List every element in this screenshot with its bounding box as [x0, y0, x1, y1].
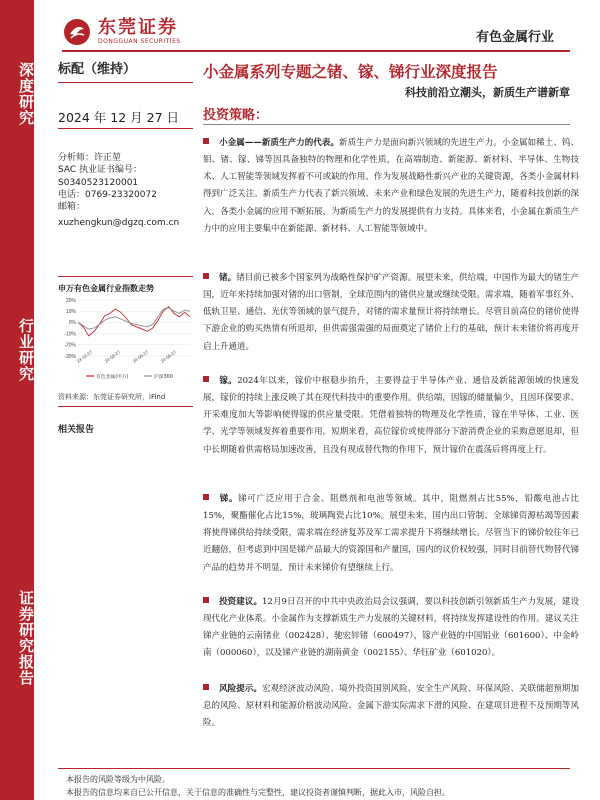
left-divider [58, 276, 193, 277]
chart-y-tick-label: 20% [65, 297, 76, 304]
email-label: 邮箱： [58, 202, 86, 213]
left-divider [58, 406, 193, 407]
footer-risk-level: 本报告的风险等级为中风险。 [66, 775, 170, 784]
report-title: 小金属系列专题之锗、镓、锑行业深度报告 [203, 63, 498, 81]
paragraph-text: 锗目前已被多个国家列为战略性保护矿产资源。展望未来，供给端，中国作为最大的锗生产国，近年来持续加强对锗的出口管制，全球范围内的锗供应量或继续受限。需求端，随着军事红外、低轨卫星、通信、光伏等领域的景气提升，对锗的需求量预计将持续增长。尽管目前高位的锗价使得下游企业的购买热情有所退却，但供需强需强的局面奠定了锗价上行的基础，预计未来锗价将再度开启上升通道。 [203, 273, 579, 352]
paragraph-minor-metals [203, 135, 579, 238]
analyst-name: 分析师：许正堃 [58, 153, 122, 163]
paragraph-text: 锑可广泛应用于合金、阻燃剂和电池等领域。其中，阻燃剂占比55%，铅酸电池占比15%，聚酯催化占比15%，玻璃陶瓷占比10%。展望未来，国内出口管制、全球锑资源枯竭等因素将使得锑供给持续受限，需求端在经济复苏及军工需求提升下将继续增长。尽管当下的锑价较往年已近翻倍，但考虑到中国是锑产品最大的资源国和产量国，国内的议价权较强，同时目前替代物替代锑产品的趋势并不明显，预计未来锑价有望继续上行。 [203, 494, 579, 573]
side-label-securities-report: 证券研究报告 [17, 590, 35, 686]
paragraph-lead: 风险提示。 [219, 684, 262, 694]
footer-disclaimer: 本报告的信息均来自已公开信息，关于信息的准确性与完整性，建议投资者谨慎判断，据此入市，风险自担。 [66, 788, 450, 797]
report-subtitle: 科技前沿立潮头，新质生产谱新章 [405, 86, 570, 99]
logo-name-en: DONGGUAN SECURITIES [98, 38, 181, 45]
sac-number: S0340523120001 [58, 177, 139, 188]
chart-x-tick-label: 23-12-27 [75, 349, 94, 364]
paragraph-text: 宏观经济波动风险、境外投资国别风险、安全生产风险、环保风险、关联储超预期加息的风险、原材料和能源价格波动风险、金属下游实际需求下滑的风险、在建项目进程不及预期等风险。 [203, 684, 579, 729]
chart-title: 申万有色金属行业指数走势 [58, 284, 154, 293]
section-heading: 投资策略： [203, 108, 269, 123]
paragraph-text: 2024年以来，镓价中枢稳步抬升，主要得益于半导体产业、通信及新能源领域的快速发展，镓价的持续上涨反映了其在现代科技中的重要作用。供给端，因镓的储量偏少，且因环保要求、开采难度加大等影响使得镓的供应量受限。凭借着独特的物理及化学性质，镓在半导体、工业、医学、光学等领域发挥着重要作用。短期来看，高位镓价或使得部分下游消费企业的采购意愿退却，但中长期随着供需格局加速改善，且没有现成替代物的作用下，预计镓价在震荡后将再度上行。 [203, 376, 579, 455]
chart-legend-label: 沪深300 [154, 375, 173, 380]
rating: 标配（维持） [58, 62, 137, 77]
bullet-icon [203, 376, 209, 382]
bullet-icon [203, 138, 209, 144]
paragraph-text: 新质生产力是面向新兴领域的先进生产力。小金属如稀土、钨、钼、锗、镓、锑等因具备独特的物理和化学性质，在高端制造、新能源、新材料、半导体、生物技术、人工智能等领域发挥着不可或缺的作用。作为发展战略性新兴产业的关键资源，各类小金属材料得到广泛关注。新质生产力代表了新兴领域、未来产业和绿色发展的先进生产力，随着科技创新的深入，各类小金属的应用不断拓展，为新质生产力的发展提供有力支持。具体来看，小金属在新质生产力中的应用主要集中在新能源、新材料、人工智能等领域中。 [203, 138, 579, 234]
paragraph-lead: 镓。 [219, 376, 238, 386]
chart-source: 资料来源：东莞证券研究所，iFind [58, 393, 166, 401]
chart-x-tick-label: 24-09-27 [159, 349, 178, 364]
company-logo [62, 14, 192, 50]
section-divider [203, 124, 570, 125]
bullet-icon [203, 494, 209, 500]
logo-name-cn: 东莞证券 [98, 17, 178, 38]
paragraph-germanium [203, 270, 579, 356]
chart-y-tick-label: 10% [65, 309, 76, 315]
industry-tag: 有色金属行业 [475, 30, 554, 45]
footer-divider [58, 768, 570, 769]
chart-y-tick-label: -10% [64, 331, 76, 338]
analyst-phone: 电话：0769-23320072 [58, 189, 157, 200]
bullet-icon [203, 273, 209, 279]
side-label-deep-research: 深度研究 [17, 62, 35, 126]
paragraph-risk-warning [203, 681, 579, 732]
left-divider [58, 128, 193, 129]
chart-y-tick-label: 0% [68, 320, 76, 327]
report-date: 2024 年 12 月 27 日 [58, 110, 179, 125]
sac-label: SAC 执业证书编号： [58, 165, 143, 176]
index-trend-chart [58, 296, 193, 380]
paragraph-antimony [203, 491, 579, 577]
chart-legend-label: 有色金属(申万) [96, 375, 129, 380]
left-divider [58, 82, 193, 83]
bullet-icon [203, 597, 209, 603]
analyst-info [58, 152, 193, 230]
chart-x-tick-label: 24-06-27 [131, 349, 150, 364]
paragraph-lead: 锑。 [219, 494, 239, 504]
paragraph-gallium [203, 373, 579, 459]
paragraph-lead: 锗。 [219, 273, 237, 283]
paragraph-lead: 小金属——新质生产力的代表。 [219, 138, 340, 148]
side-label-industry-research: 行业研究 [17, 318, 35, 382]
chart-y-tick-label: -30% [64, 353, 76, 360]
header-divider [62, 50, 570, 52]
logo-emblem-icon [62, 17, 92, 47]
paragraph-investment-advice [203, 594, 579, 663]
related-reports-heading: 相关报告 [58, 425, 95, 435]
paragraph-text: 12月9日召开的中共中央政治局会议强调，要以科技创新引领新质生产力发展，建设现代化产业体系。小金属作为支撑新质生产力发展的关键材料，将持续发挥建设性的作用。建议关注锑产业链的云南锗业（002428）、驰宏锌锗（600497），镓产业链的中国铝业（601600）、中金岭南（000060），以及锑产业链的湖南黄金（002155）、华钰矿业（601020）。 [203, 597, 579, 659]
bullet-icon [203, 684, 209, 690]
chart-y-tick-label: -20% [64, 342, 76, 349]
chart-x-tick-label: 24-03-27 [103, 349, 122, 364]
paragraph-lead: 投资建议。 [219, 597, 263, 607]
analyst-email[interactable]: xuzhengkun@dgzq.com.cn [58, 218, 180, 229]
